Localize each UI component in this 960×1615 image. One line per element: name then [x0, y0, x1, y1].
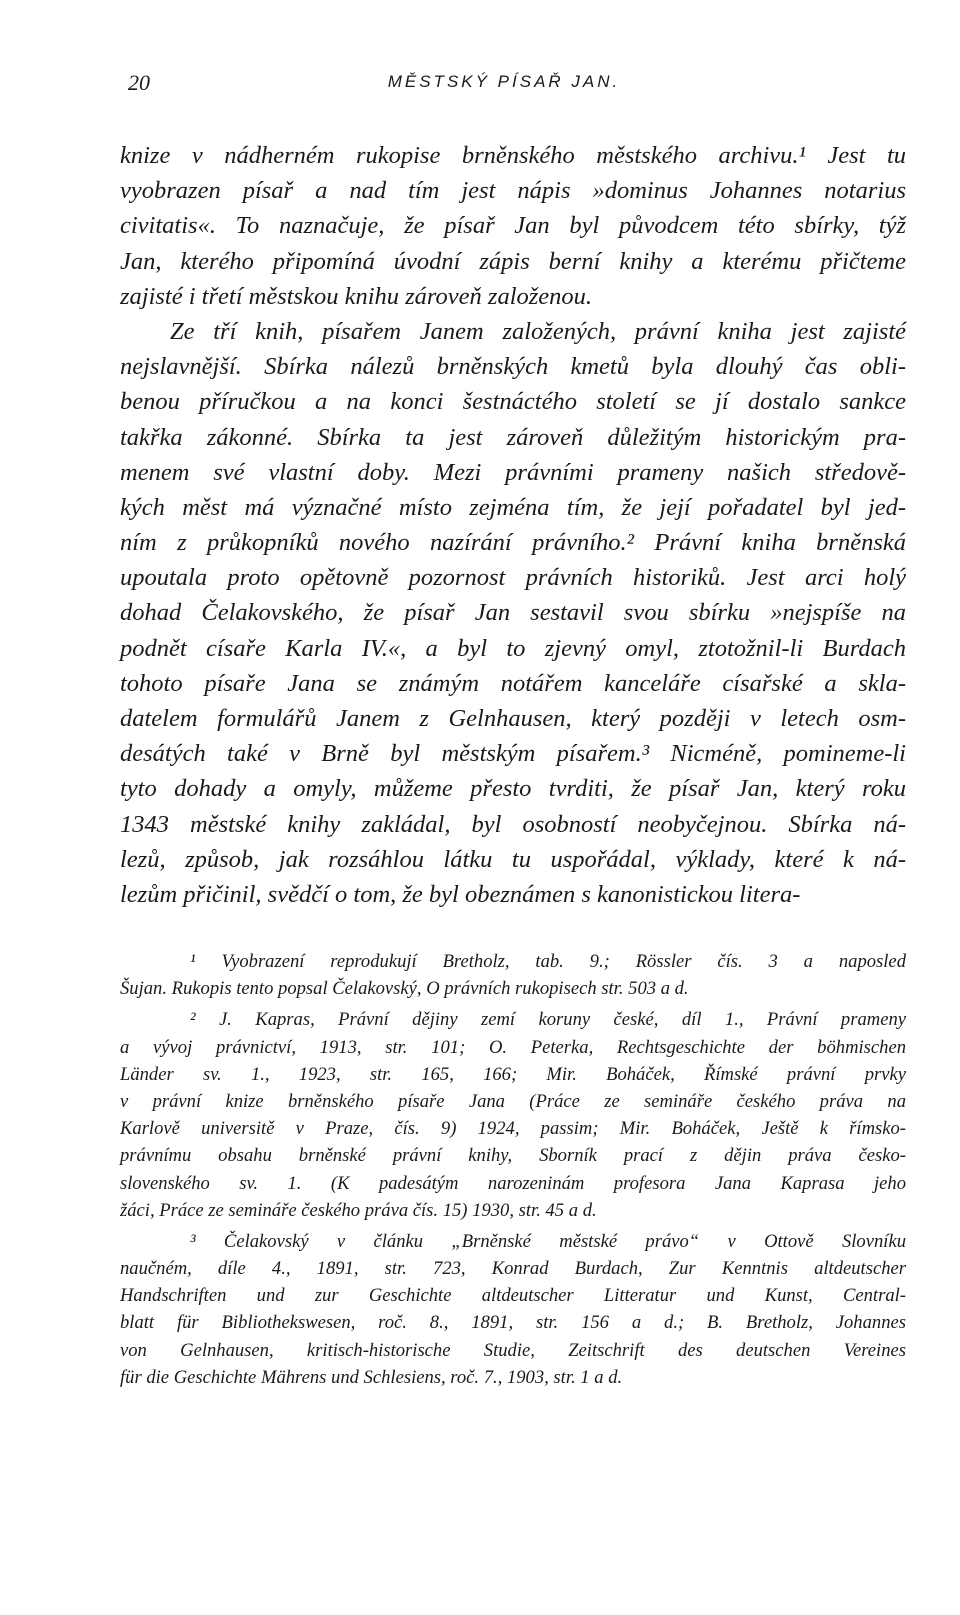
- text-line: civitatis«. To naznačuje, že písař Jan byl původcem této sbírky, týž: [120, 212, 906, 240]
- text-line: Ze tří knih, písařem Janem založených, právní kniha jest zajisté: [170, 317, 906, 345]
- footnote-line: právnímu obsahu brněnské právní knihy, Sborník prací z dějin práva česko-: [120, 1145, 906, 1167]
- main-text: [120, 138, 906, 912]
- text-line: tohoto písaře Jana se známým notářem kanceláře císařské a skla-: [120, 669, 906, 697]
- text-line: lezů, způsob, jak rozsáhlou látku tu uspořádal, výklady, které k ná-: [120, 845, 906, 873]
- footnote-line: ¹ Vyobrazení reprodukují Bretholz, tab. 9.; Rössler čís. 3 a naposled: [190, 951, 906, 972]
- footnote-line: a vývoj právnictví, 1913, str. 101; O. Peterka, Rechtsgeschichte der böhmischen: [120, 1036, 906, 1058]
- footnote-line: für die Geschichte Mährens und Schlesiens, roč. 7., 1903, str. 1 a d.: [120, 1366, 623, 1388]
- text-line: Jan, kterého připomíná úvodní zápis berní knihy a kterému přičteme: [120, 247, 906, 275]
- text-line: tyto dohady a omyly, můžeme přesto tvrditi, že písař Jan, který roku: [120, 775, 906, 803]
- footnote: [120, 948, 906, 1002]
- footnote-line: žáci, Práce ze semináře českého práva čís. 15) 1930, str. 45 a d.: [120, 1199, 597, 1221]
- page-number: 20: [128, 70, 150, 95]
- footnote: [120, 1228, 906, 1391]
- text-line: podnět císaře Karla IV.«, a byl to zjevný omyl, ztotožnil-li Burdach: [120, 634, 906, 662]
- text-line: lezům přičinil, svědčí o tom, že byl obeznámen s kanonistickou litera-: [120, 880, 801, 908]
- footnote-line: Handschriften und zur Geschichte altdeutscher Litteratur und Kunst, Central-: [120, 1285, 906, 1307]
- footnote-line: ³ Čelakovský v článku „Brněnské městské právo“ v Ottově Slovníku: [190, 1230, 906, 1252]
- text-line: kých měst má význačné místo zejména tím, že její pořadatel byl jed-: [120, 493, 906, 521]
- text-line: dohad Čelakovského, že písař Jan sestavil svou sbírku »nejspíše na: [120, 599, 906, 627]
- footnote-line: Karlově universitě v Praze, čís. 9) 1924, passim; Mir. Boháček, Ještě k římsko-: [120, 1118, 906, 1140]
- footnote-line: slovenského sv. 1. (K padesátým narozeninám profesora Jana Kaprasa jeho: [120, 1172, 906, 1194]
- footnote-line: von Gelnhausen, kritisch-historische Studie, Zeitschrift des deutschen Vereines: [120, 1339, 906, 1361]
- footnote-line: v právní knize brněnského písaře Jana (Práce ze semináře českého práva na: [120, 1090, 906, 1112]
- text-line: ním z průkopníků nového nazírání právního.² Právní kniha brněnská: [120, 529, 906, 557]
- footnotes: [120, 948, 906, 1391]
- footnote-line: blatt für Bibliothekswesen, roč. 8., 1891, str. 156 a d.; B. Bretholz, Johannes: [120, 1312, 906, 1334]
- text-line: vyobrazen písař a nad tím jest nápis »dominus Johannes notarius: [120, 177, 906, 205]
- text-line: datelem formulářů Janem z Gelnhausen, který později v letech osm-: [120, 705, 906, 732]
- running-title: MĚSTSKÝ PÍSAŘ JAN.: [387, 72, 621, 91]
- footnote-line: ² J. Kapras, Právní dějiny zemí koruny české, díl 1., Právní prameny: [190, 1009, 906, 1031]
- footnote-line: Šujan. Rukopis tento popsal Čelakovský, O právních rukopisech str. 503 a d.: [120, 978, 689, 1000]
- text-line: 1343 městské knihy zakládal, byl osobností neobyčejnou. Sbírka ná-: [120, 810, 906, 838]
- footnote-line: Länder sv. 1., 1923, str. 165, 166; Mir. Boháček, Římské právní prvky: [120, 1063, 906, 1085]
- text-line: takřka zákonné. Sbírka ta jest zároveň důležitým historickým pra-: [120, 423, 906, 451]
- text-line: benou příručkou a na konci šestnáctého století se jí dostalo sankce: [120, 388, 906, 416]
- footnote-line: naučném, díle 4., 1891, str. 723, Konrad Burdach, Zur Kenntnis altdeutscher: [120, 1258, 906, 1280]
- text-line: upoutala proto opětovně pozornost právních historiků. Jest arci holý: [120, 564, 906, 592]
- footnote: [120, 1006, 906, 1224]
- text-line: desátých také v Brně byl městským písařem.³ Nicméně, pomineme-li: [120, 740, 906, 768]
- text-line: nejslavnější. Sbírka nálezů brněnských kmetů byla dlouhý čas obli-: [120, 353, 906, 381]
- page-header: [128, 70, 880, 106]
- text-line: zajisté i třetí městskou knihu zároveň založenou.: [120, 282, 593, 310]
- text-line: menem své vlastní doby. Mezi právními prameny našich středově-: [120, 458, 906, 486]
- text-line: knize v nádherném rukopise brněnského městského archivu.¹ Jest tu: [120, 142, 906, 169]
